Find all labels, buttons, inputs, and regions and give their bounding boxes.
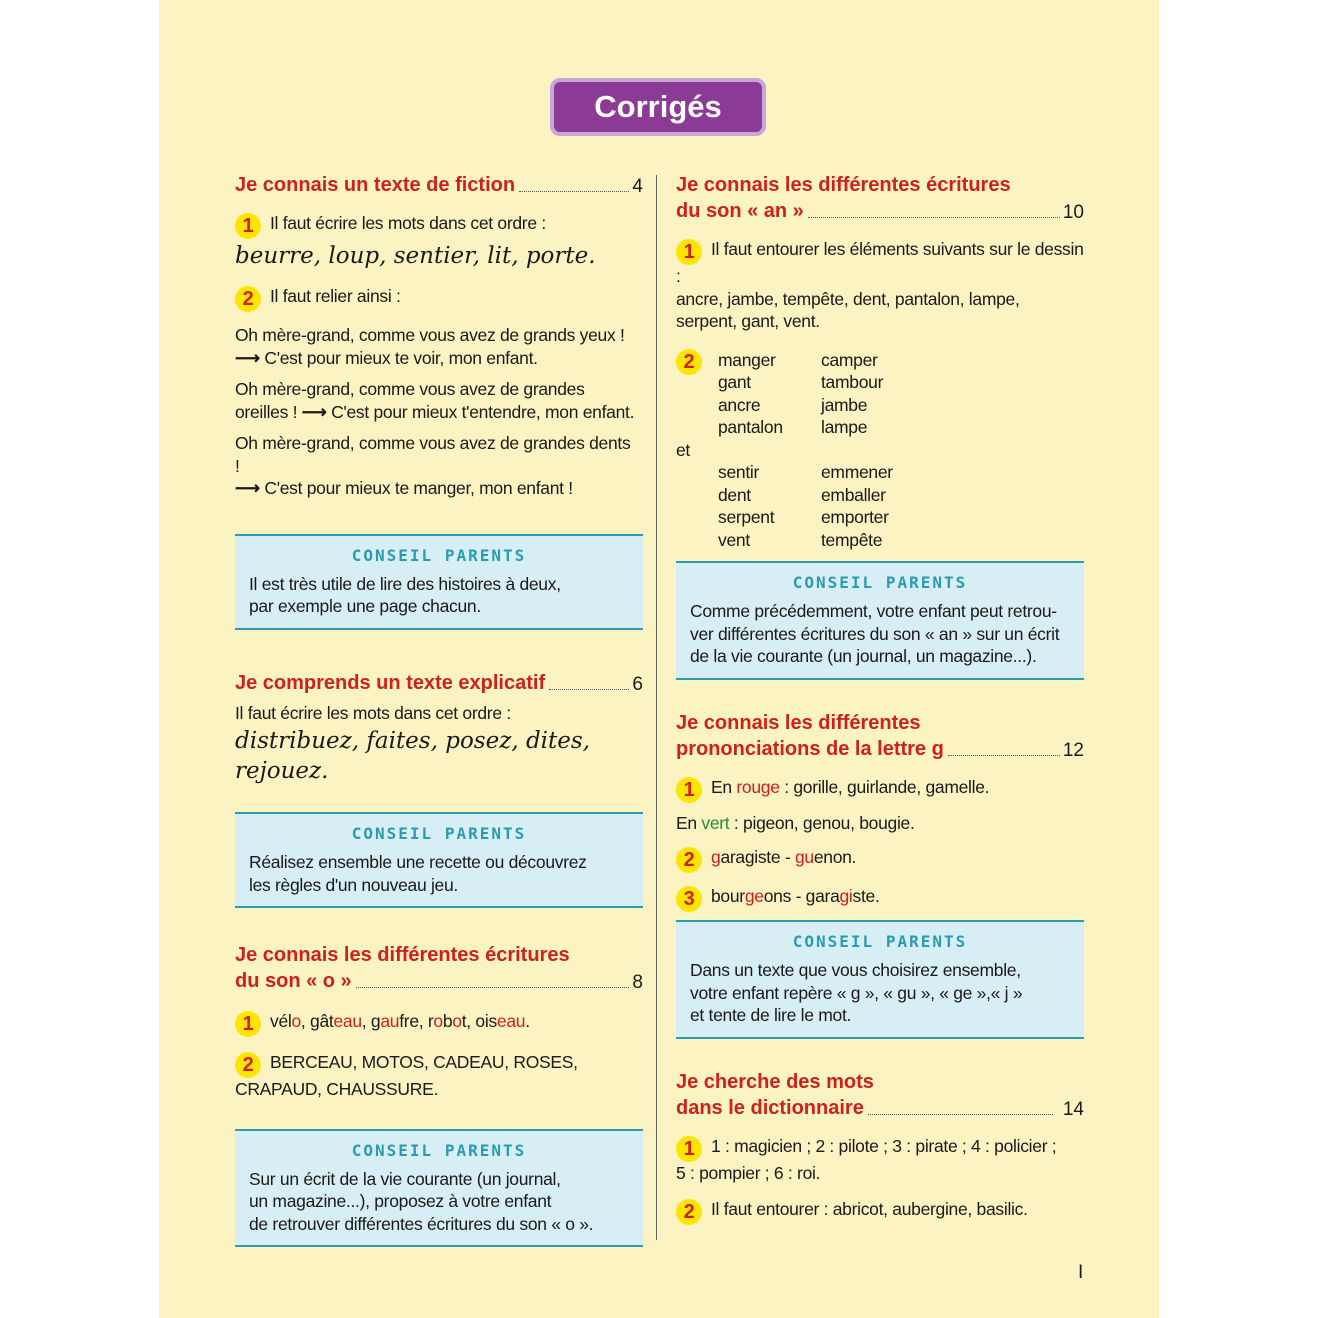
exercise-1: 1 Il faut écrire les mots dans cet ordre : (235, 212, 643, 239)
number-badge: 2 (235, 1052, 261, 1078)
column-divider (656, 175, 657, 1240)
number-badge: 2 (676, 1199, 702, 1225)
section-title-son-o-line2: du son « o » 8 (235, 970, 643, 993)
word-table-1: manger camper gant tambour ancre jambe pantalon lampe (718, 349, 884, 437)
leader-dots (549, 688, 629, 690)
exercise-2: 2 Il faut entourer : abricot, aubergine, basilic. (676, 1198, 1084, 1225)
section-page-number: 6 (632, 673, 643, 695)
exercise-3: 3 bourgeons - garagiste. (676, 885, 1084, 912)
exercise-1b: En vert : pigeon, genou, bougie. (676, 812, 915, 833)
arrow-icon: ⟶ (235, 478, 260, 498)
section-title-lettre-g: Je connais les différentes (676, 711, 921, 734)
exercise-2: 2 Il faut relier ainsi : (235, 285, 643, 312)
section-page-number: 14 (1062, 1098, 1084, 1120)
leader-dots (868, 1113, 1053, 1115)
conseil-title: CONSEIL PARENTS (351, 545, 527, 565)
section-title-explicatif: Je comprends un texte explicatif 6 (235, 671, 643, 695)
left-column: Je connais un texte de fiction 4 1 Il faut écrire les mots dans cet ordre : beurre, loup, sentier, lit, porte. 2 Il faut relier ainsi : Oh mère-grand, comme vous avez de grands yeux ! ⟶ C'est pour mieux te voir, mon enfant. Oh mère-grand, comme vous avez de grandes oreilles ! ⟶ C'est pour mieux t'entendre, mon enfant. Oh mère-grand, comme vous avez de grandes dents ! ⟶ C'est pour mieux te manger, mon enfant ! CONSEIL PARENTS Il est très utile de lire des histoires à deux, par exemple une page chacun. Je comprends un texte explicatif 6 Il faut écrire les mots dans cet ordre : distribuez, faites, posez, dites, rejouez. CONSEIL PARENTS Réalisez ensemble une recette ou découvrez les règles d'un nouveau jeu. Je connais les différentes écritures du son « o » 8 1 vélo, gâteau, gaufre, robot, oiseau. 2 BERCEAU, MOTOS, CADEAU, ROSES, CRAPAUD, CHAUSSURE. CONSEIL PARENTS Sur un écrit de la vie courante (un journal, un magazine...), proposez à votre enfant de retrouver différentes écritures du son « o ». (235, 172, 643, 1247)
number-badge: 1 (676, 777, 702, 803)
page-title: Corrigés (550, 78, 766, 136)
conseil-title: CONSEIL PARENTS (792, 932, 968, 951)
leader-dots (948, 754, 1060, 756)
conseil-box: CONSEIL PARENTS Dans un texte que vous choisirez ensemble, votre enfant repère « g », « gu », « ge »,« j » et tente de lire le mot. (676, 920, 1084, 1039)
exercise-1: 1 En rouge : gorille, guirlande, gamelle. (676, 776, 1084, 803)
arrow-icon: ⟶ (235, 347, 260, 368)
exercise-1: 1 Il faut entourer les éléments suivants sur le dessin : ancre, jambe, tempête, dent, pantalon, lampe, serpent, gant, vent. (676, 239, 1084, 331)
number-badge: 1 (235, 1011, 261, 1037)
cursive-answer: distribuez, faites, posez, dites, rejouez. (235, 728, 590, 784)
conseil-box: CONSEIL PARENTS Comme précédemment, votre enfant peut retrou- ver différentes écritures du son « an » sur un écrit de la vie courante (un journal, un magazine...). (676, 561, 1084, 680)
page (159, 0, 1159, 1318)
leader-dots (356, 986, 630, 988)
conseil-title: CONSEIL PARENTS (792, 573, 968, 592)
number-badge: 2 (676, 847, 702, 873)
exercise-2 (676, 349, 1084, 552)
conseil-box: CONSEIL PARENTS Sur un écrit de la vie courante (un journal, un magazine...), proposez à votre enfant de retrouver différentes écritures du son « o ». (235, 1129, 643, 1248)
section-title-lettre-g-line2: prononciations de la lettre g 12 (676, 737, 1084, 761)
number-badge: 3 (676, 886, 702, 912)
number-badge: 2 (235, 286, 261, 312)
number-badge: 1 (676, 1136, 702, 1162)
exercise-1: 1 vélo, gâteau, gaufre, robot, oiseau. (235, 1010, 643, 1037)
section-title-son-an: Je connais les différentes écritures (676, 174, 1011, 196)
cursive-answer: beurre, loup, sentier, lit, porte. (235, 243, 596, 269)
section-title-son-o: Je connais les différentes écritures (235, 944, 570, 966)
exercise-1: 1 1 : magicien ; 2 : pilote ; 3 : pirate ; 4 : policier ; 5 : pompier ; 6 : roi. (676, 1135, 1057, 1183)
section-title-dictionnaire: Je cherche des mots (676, 1070, 874, 1093)
leader-dots (519, 190, 629, 192)
number-badge: 2 (676, 349, 702, 375)
conseil-title: CONSEIL PARENTS (351, 824, 527, 843)
section-page-number: 12 (1062, 739, 1084, 761)
match-line-1: Oh mère-grand, comme vous avez de grands yeux ! ⟶ C'est pour mieux te voir, mon enfant. (235, 325, 625, 368)
conseil-box: CONSEIL PARENTS Il est très utile de lire des histoires à deux, par exemple une page chacun. (235, 534, 643, 630)
section-title-son-an-line2: du son « an » 10 (676, 200, 1084, 223)
et-label: et (676, 439, 690, 460)
word-table-2: sentir emmener dent emballer serpent emporter vent tempête (718, 462, 893, 550)
conseil-title: CONSEIL PARENTS (351, 1140, 527, 1160)
right-column (676, 172, 1084, 1225)
number-badge: 1 (676, 239, 702, 265)
number-badge: 1 (235, 213, 261, 239)
arrow-icon: ⟶ (301, 401, 327, 422)
section-title-dictionnaire-line2: dans le dictionnaire 14 (676, 1096, 1084, 1120)
conseil-box: CONSEIL PARENTS Réalisez ensemble une recette ou découvrez les règles d'un nouveau jeu. (235, 812, 643, 908)
exercise-2: 2 garagiste - guenon. (676, 846, 1084, 873)
leader-dots (808, 216, 1060, 218)
section-page-number: 4 (632, 176, 643, 197)
page-number: I (1078, 1262, 1084, 1283)
match-line-3: Oh mère-grand, comme vous avez de grandes dents ! ⟶ C'est pour mieux te manger, mon enfant ! (235, 433, 631, 498)
section-page-number: 10 (1062, 202, 1084, 223)
section-title-fiction: Je connais un texte de fiction 4 (235, 174, 643, 197)
section-page-number: 8 (632, 972, 643, 993)
exercise-2: 2 BERCEAU, MOTOS, CADEAU, ROSES, CRAPAUD, CHAUSSURE. (235, 1052, 578, 1099)
match-line-2: Oh mère-grand, comme vous avez de grandes oreilles ! ⟶ C'est pour mieux t'entendre, mon enfant. (235, 379, 635, 422)
